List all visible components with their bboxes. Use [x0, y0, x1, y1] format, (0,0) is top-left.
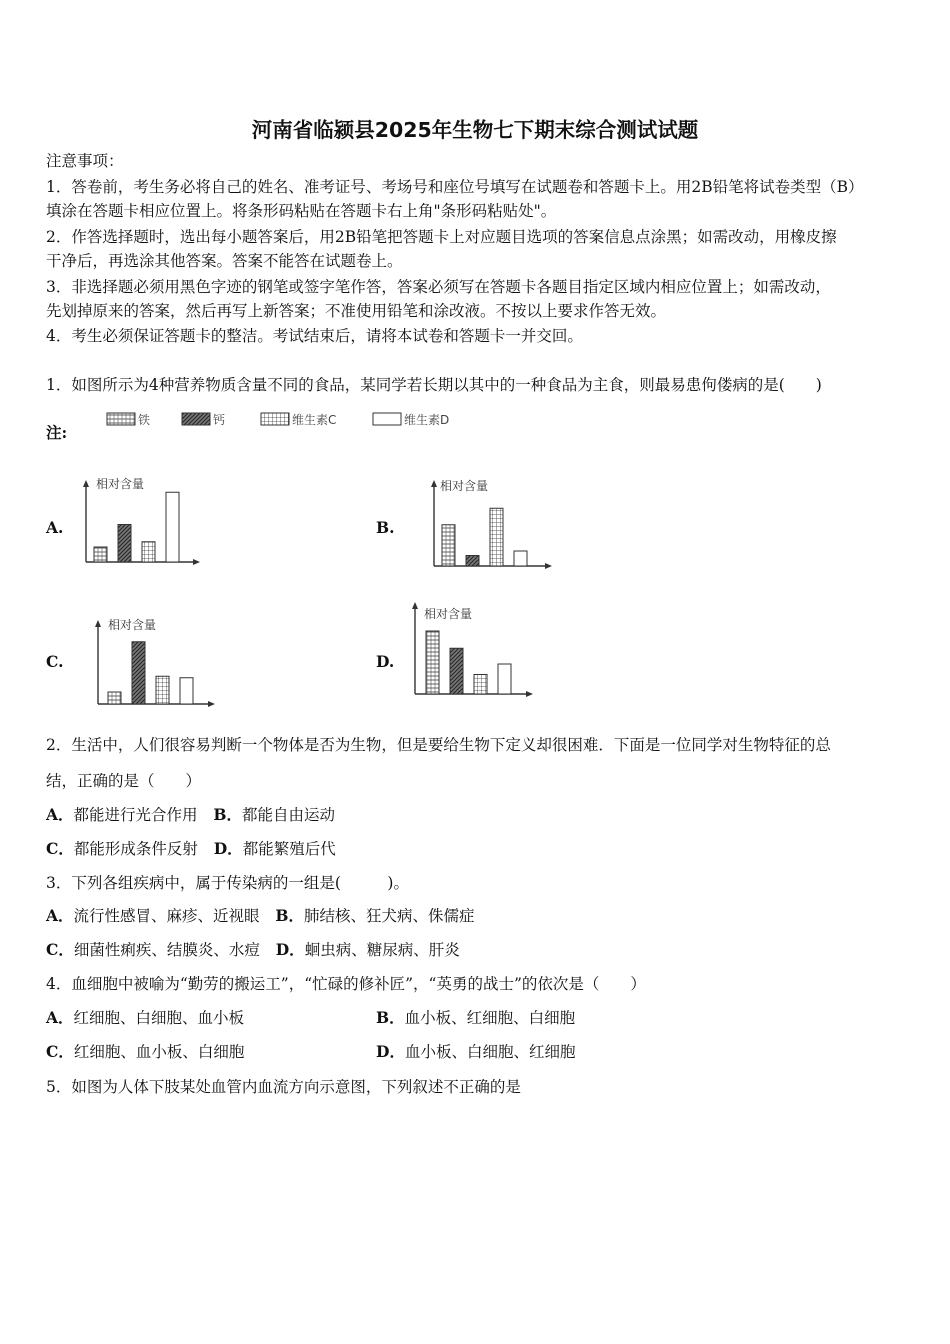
q2-stem-cont: 结，正确的是（ ） — [46, 772, 202, 790]
q4-option-b-label: B． — [376, 1008, 405, 1027]
legend-swatch-vitd — [373, 413, 401, 425]
chart-x-axis-arrow — [193, 559, 200, 565]
chart-bar-vitc — [156, 676, 169, 704]
chart-bar-vitd — [498, 664, 511, 694]
legend-label-calcium: 钙 — [213, 413, 226, 427]
chart-y-axis-arrow — [95, 620, 101, 627]
q3-stem: 3．下列各组疾病中，属于传染病的一组是( )。 — [46, 874, 409, 892]
q2-option-d-label: D． — [213, 839, 243, 858]
chart-bar-vitc — [142, 542, 155, 562]
q4-option-b-text: 血小板、红细胞、白细胞 — [404, 1009, 576, 1027]
chart-bar-vitc — [474, 675, 487, 695]
q2-option-d-text: 都能繁殖后代 — [242, 840, 336, 858]
q3-option-b-text: 肺结核、狂犬病、侏儒症 — [304, 907, 475, 925]
notice-line: 3．非选择题必须用黑色字迹的钢笔或签字笔作答，答案必须写在答题卡各题目指定区域内相应位置上；如需改动， — [46, 278, 831, 296]
chart-x-axis-arrow — [208, 701, 215, 707]
notice-line: 干净后，再选涂其他答案。答案不能答在试题卷上。 — [46, 252, 403, 270]
q2-option-b-label: B． — [213, 805, 243, 824]
legend-label-vitd: 维生素D — [404, 413, 450, 427]
q2-option-c-text: 都能形成条件反射 — [73, 840, 198, 858]
legend-swatch-calcium — [182, 413, 210, 425]
q2-option-a-label: A． — [46, 805, 74, 824]
q2-options-row2 — [46, 839, 336, 859]
chart-ylabel: 相对含量 — [108, 618, 157, 632]
q1-option-b-label: B. — [376, 518, 395, 537]
notice-line: 填涂在答题卡相应位置上。将条形码粘贴在答题卡右上角"条形码粘贴处"。 — [46, 202, 557, 220]
q2-option-c-label: C． — [46, 839, 74, 858]
q5-stem: 5．如图为人体下肢某处血管内血流方向示意图，下列叙述不正确的是 — [46, 1078, 521, 1096]
q3-option-b-label: B． — [275, 906, 305, 925]
chart-bar-calcium — [132, 642, 145, 704]
chart-bar-iron — [426, 631, 439, 694]
chart-y-axis-arrow — [83, 480, 89, 487]
chart-ylabel: 相对含量 — [96, 477, 145, 491]
chart-bar-calcium — [450, 648, 463, 694]
chart-ylabel: 相对含量 — [424, 607, 473, 621]
chart-y-axis-arrow — [431, 480, 437, 487]
q1-option-c-label: C. — [46, 652, 64, 671]
q3-option-c-text: 细菌性痢疾、结膜炎、水痘 — [73, 941, 260, 959]
q3-option-a-text: 流行性感冒、麻疹、近视眼 — [73, 907, 260, 925]
q4-stem: 4．血细胞中被喻为“勤劳的搬运工”，“忙碌的修补匠”，“英勇的战士”的依次是（ ） — [46, 975, 646, 993]
q4-option-c-text: 红细胞、血小板、白细胞 — [73, 1043, 245, 1061]
chart-bar-iron — [94, 547, 107, 562]
q3-option-a-label: A． — [46, 906, 74, 925]
chart-x-axis-arrow — [526, 691, 533, 697]
legend-swatch-iron — [107, 413, 135, 425]
q3-options-row2 — [46, 940, 460, 960]
q4-option-c-label: C． — [46, 1042, 74, 1061]
q2-option-b-text: 都能自由运动 — [242, 806, 336, 824]
page-title: 河南省临颍县2025年生物七下期末综合测试试题 — [251, 118, 699, 142]
q3-option-c-label: C． — [46, 940, 74, 959]
chart-bar-iron — [442, 525, 455, 566]
chart-bar-iron — [108, 692, 121, 704]
chart-bar-calcium — [118, 525, 131, 563]
q2-options-row1 — [46, 805, 335, 825]
legend-label-iron: 铁 — [138, 413, 151, 427]
chart-bar-vitd — [180, 678, 193, 704]
q2-stem: 2．生活中，人们很容易判断一个物体是否为生物，但是要给生物下定义却很困难．下面是一位同学对生物特征的总 — [46, 736, 831, 754]
notice-line: 4．考生必须保证答题卡的整洁。考试结束后，请将本试卷和答题卡一并交回。 — [46, 327, 583, 345]
chart-bar-vitd — [514, 551, 527, 566]
q4-option-c — [46, 1042, 244, 1062]
chart-option-d — [405, 598, 540, 698]
chart-bar-vitd — [166, 492, 179, 562]
legend-label-vitc: 维生素C — [292, 413, 337, 427]
notice-line: 先划掉原来的答案，然后再写上新答案；不准使用铅笔和涂改液。不按以上要求作答无效。 — [46, 302, 667, 320]
chart-y-axis-arrow — [412, 602, 418, 609]
q4-option-a-label: A． — [46, 1008, 74, 1027]
notice-line: 1．答卷前，考生务必将自己的姓名、准考证号、考场号和座位号填写在试题卷和答题卡上。用2B铅笔将试卷类型（B） — [46, 178, 864, 196]
q3-options-row1 — [46, 906, 475, 926]
chart-x-axis-arrow — [545, 563, 552, 569]
q2-option-a-text: 都能进行光合作用 — [73, 806, 198, 824]
q1-stem: 1．如图所示为4种营养物质含量不同的食品，某同学若长期以其中的一种食品为主食，则最易患佝偻病的是( ) — [46, 376, 822, 394]
q4-option-d — [376, 1042, 575, 1062]
chart-option-b — [420, 470, 565, 570]
chart-option-a — [80, 470, 210, 570]
q1-legend — [100, 405, 480, 435]
q4-option-a — [46, 1008, 244, 1028]
q4-option-d-text: 血小板、白细胞、红细胞 — [404, 1043, 576, 1061]
q1-option-a-label: A. — [46, 518, 64, 537]
chart-bar-vitc — [490, 508, 503, 566]
notice-line: 2．作答选择题时，选出每小题答案后，用2B铅笔把答题卡上对应题目选项的答案信息点涂黑；如需改动，用橡皮擦 — [46, 228, 837, 246]
notice-heading: 注意事项： — [46, 152, 124, 170]
chart-ylabel: 相对含量 — [440, 479, 489, 493]
chart-option-c — [90, 610, 225, 710]
q4-option-b — [376, 1008, 575, 1028]
q4-option-a-text: 红细胞、白细胞、血小板 — [73, 1009, 245, 1027]
chart-bar-calcium — [466, 556, 479, 567]
q1-option-d-label: D. — [376, 652, 395, 671]
q4-option-d-label: D． — [376, 1042, 405, 1061]
q3-option-d-label: D． — [275, 940, 305, 959]
q1-note-label: 注: — [46, 423, 68, 442]
legend-swatch-vitc — [261, 413, 289, 425]
q3-option-d-text: 蛔虫病、糖尿病、肝炎 — [304, 941, 460, 959]
